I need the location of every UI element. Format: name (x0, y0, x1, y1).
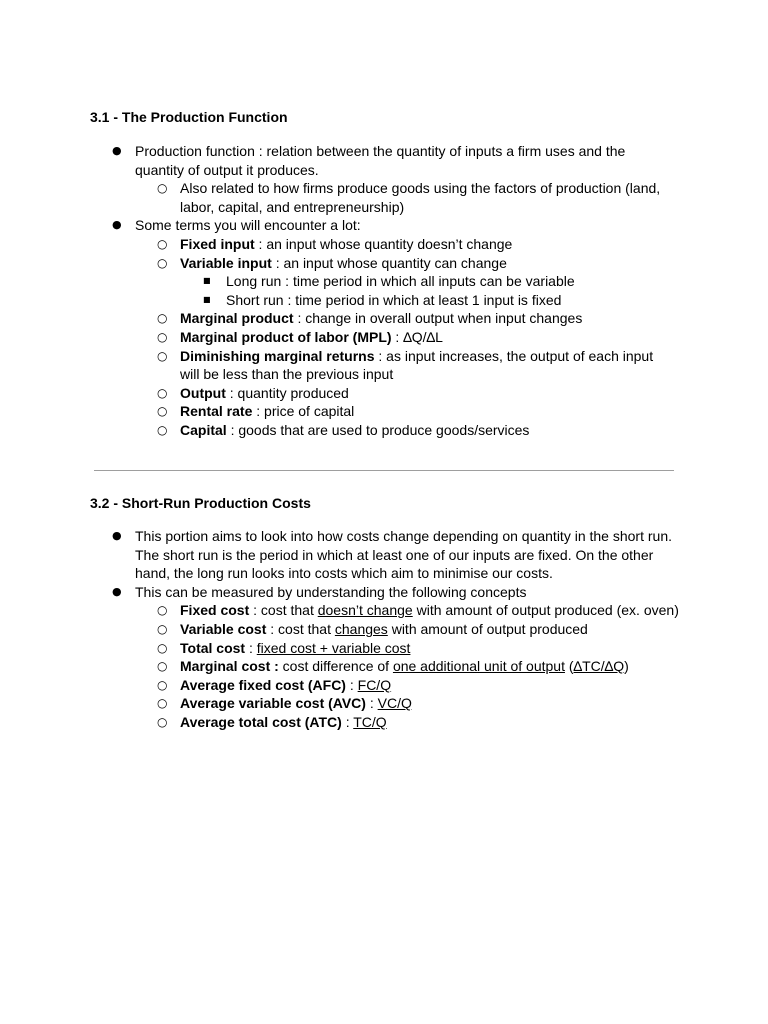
term-definition: : (365, 695, 378, 712)
term-afc (0, 676, 675, 695)
term-label: Output (180, 384, 226, 401)
list-item (0, 291, 676, 310)
list-item (0, 272, 676, 291)
term-definition: : goods that are used to produce goods/services (226, 421, 530, 438)
bullet-hollow-icon: ○ (157, 348, 168, 363)
bullet-hollow-icon: ○ (157, 603, 168, 618)
term-definition: : change in overall output when input changes (293, 310, 583, 327)
bullet-hollow-icon: ○ (157, 329, 168, 344)
term-definition-end: ) (624, 658, 629, 675)
list-item-text: Also related to how firms produce goods using the factors of production (land, labor, capital, and entrepreneurship) (180, 180, 661, 215)
term-variable-cost (0, 620, 675, 639)
term-label: Diminishing marginal returns (180, 347, 375, 364)
term-label: Rental rate (180, 403, 253, 420)
term-diminishing-marginal-returns (0, 347, 675, 384)
term-definition: cost difference of (278, 658, 393, 675)
term-avc (0, 694, 675, 713)
list-item (0, 216, 675, 235)
underlined-formula: ∆TC/∆Q (573, 658, 625, 675)
term-fixed-cost (0, 601, 690, 620)
term-definition: : ∆Q/∆L (391, 328, 443, 345)
list-item-text: Short run : time period in which at least 1 input is fixed (226, 291, 562, 308)
term-definition: : cost that (249, 602, 318, 619)
list-item-text: Production function : relation between the quantity of inputs a firm uses and the quantity of output it produces. (135, 143, 626, 178)
bullet-hollow-icon: ○ (157, 677, 168, 692)
term-label: Total cost (180, 639, 246, 656)
bullet-hollow-icon: ○ (157, 714, 168, 729)
underlined-phrase: fixed cost + variable cost (256, 639, 411, 656)
bullet-square-icon: ■ (203, 276, 211, 286)
term-definition-end: with amount of output produced (387, 620, 588, 637)
underlined-phrase: changes (334, 620, 388, 637)
underlined-phrase: doesn’t change (317, 602, 413, 619)
underlined-phrase: one additional unit of output (392, 658, 565, 675)
bullet-filled-icon: ● (112, 218, 122, 232)
term-label: Variable input (180, 254, 272, 271)
bullet-filled-icon: ● (112, 529, 122, 542)
list-item-text: This can be measured by understanding the following concepts (135, 583, 527, 600)
list-item-text: Some terms you will encounter a lot: (135, 217, 361, 234)
bullet-square-icon: ■ (203, 294, 211, 304)
list-item-text: Long run : time period in which all inputs can be variable (226, 273, 575, 290)
term-label: Average variable cost (AVC) (180, 695, 366, 712)
bullet-hollow-icon: ○ (157, 236, 168, 251)
bullet-hollow-icon: ○ (157, 404, 168, 419)
bullet-filled-icon: ● (112, 144, 122, 157)
bullet-hollow-icon: ○ (157, 311, 168, 326)
term-fixed-input (0, 235, 675, 254)
list-item-text: This portion aims to look into how costs change depending on quantity in the short run. The short run is the period in which at least one of our inputs are fixed. On the other hand, the long run looks into costs which aim to minimise our costs. (135, 528, 672, 582)
bullet-hollow-icon: ○ (157, 255, 168, 270)
term-definition: : price of capital (252, 403, 355, 420)
list-item (0, 142, 675, 179)
list-item (0, 179, 675, 216)
term-definition: : (341, 713, 354, 730)
term-definition: : an input whose quantity doesn’t change (254, 235, 513, 252)
underlined-formula: FC/Q (357, 676, 392, 693)
section-short-run-costs-list (0, 527, 768, 732)
term-variable-input (0, 254, 675, 273)
term-label: Variable cost (180, 620, 267, 637)
bullet-hollow-icon: ○ (157, 621, 168, 636)
horizontal-divider (94, 470, 674, 471)
term-label: Average fixed cost (AFC) (180, 676, 346, 693)
term-definition: : quantity produced (225, 384, 349, 401)
term-definition: : (245, 639, 257, 656)
section-heading-production-function: 3.1 - The Production Function (90, 109, 288, 125)
term-label: Marginal product of labor (MPL) (180, 328, 392, 345)
term-definition: : cost that (266, 620, 335, 637)
term-marginal-product (0, 309, 675, 328)
bullet-hollow-icon: ○ (157, 696, 168, 711)
section-production-function-list (0, 142, 768, 440)
term-label: Marginal product (180, 310, 294, 327)
term-output (0, 384, 675, 403)
list-item (0, 527, 675, 583)
term-definition: : (345, 676, 358, 693)
term-definition: : an input whose quantity can change (271, 254, 507, 271)
term-definition-mid: ( (564, 658, 574, 675)
list-item (0, 583, 675, 602)
section-heading-short-run-costs: 3.2 - Short-Run Production Costs (90, 495, 311, 511)
term-label: Average total cost (ATC) (180, 713, 342, 730)
term-label: Fixed cost (180, 602, 250, 619)
bullet-hollow-icon: ○ (157, 659, 168, 674)
term-label: Marginal cost : (180, 658, 279, 675)
bullet-hollow-icon: ○ (157, 385, 168, 400)
term-capital (0, 421, 675, 440)
underlined-formula: TC/Q (353, 713, 387, 730)
term-rental-rate (0, 402, 675, 421)
bullet-hollow-icon: ○ (157, 640, 168, 655)
term-definition-end: with amount of output produced (ex. oven) (412, 602, 679, 619)
bullet-hollow-icon: ○ (157, 181, 168, 196)
term-mpl (0, 328, 675, 347)
term-label: Fixed input (180, 235, 255, 252)
underlined-formula: VC/Q (377, 695, 412, 712)
term-marginal-cost (0, 657, 690, 676)
bullet-filled-icon: ● (112, 584, 122, 598)
term-label: Capital (180, 421, 227, 438)
term-atc (0, 713, 675, 732)
bullet-hollow-icon: ○ (157, 422, 168, 437)
term-definition: : as input increases, the output of each input will be less than the previous input (180, 347, 654, 383)
term-total-cost (0, 639, 675, 658)
